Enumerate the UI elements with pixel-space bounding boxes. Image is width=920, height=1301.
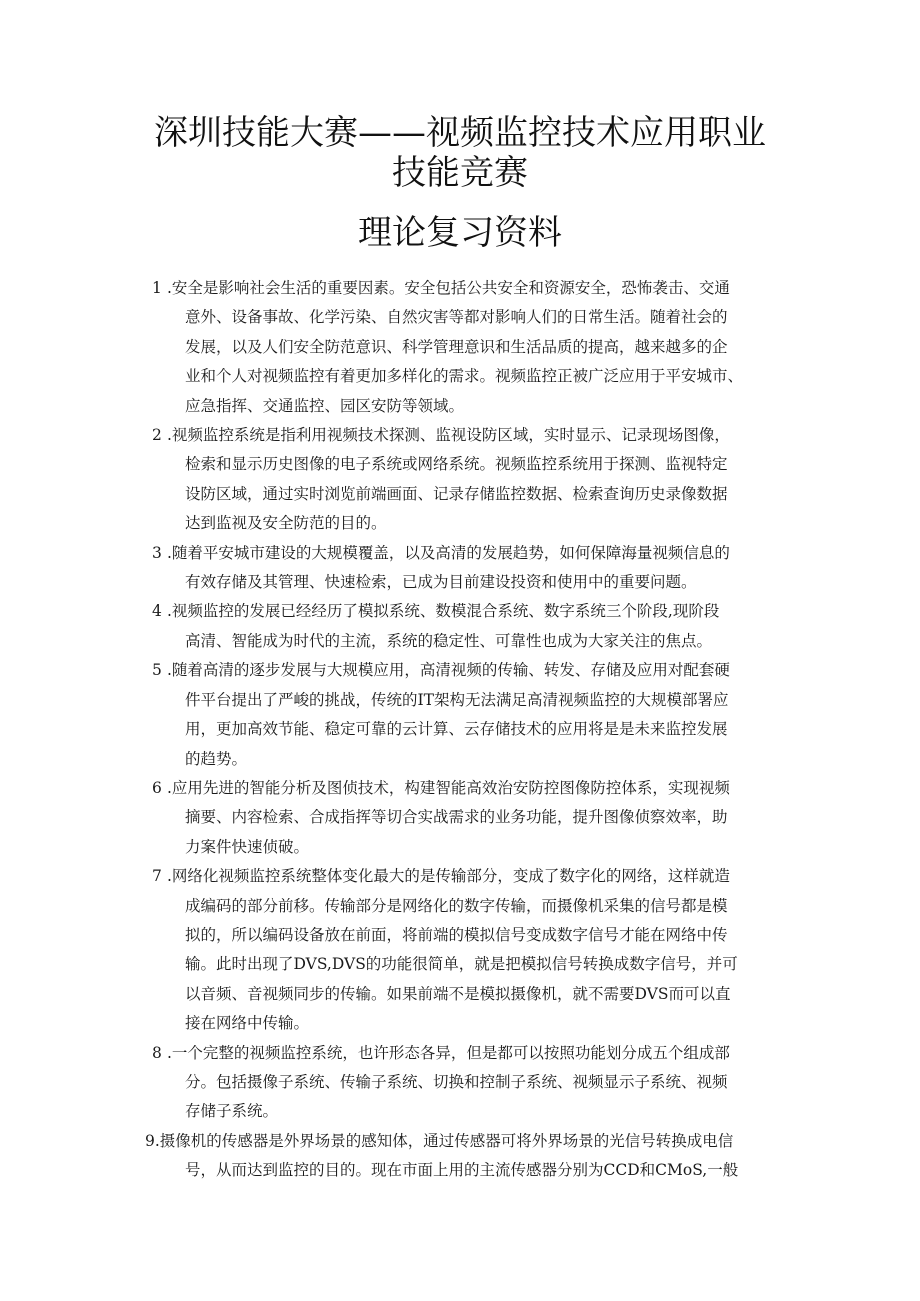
list-item: [0, 597, 920, 656]
item-line: 件平台提出了严峻的挑战，传统的IT架构无法满足高清视频监控的大规模部署应: [185, 690, 729, 709]
list-item: [0, 862, 920, 1038]
item-line: 达到监视及安全防范的目的。: [185, 514, 387, 533]
list-item: [0, 656, 920, 774]
item-line: .安全是影响社会生活的重要因素。安全包括公共安全和资源安全，恐怖袭击、交通: [167, 279, 730, 297]
item-line: 分。包括摄像子系统、传输子系统、切换和控制子系统、视频显示子系统、视频: [185, 1072, 728, 1091]
item-line: 意外、设备事故、化学污染、自然灾害等都对影响人们的日常生活。随着社会的: [185, 308, 728, 327]
item-line: 号，从而达到监控的目的。现在市面上用的主流传感器分别为CCD和CMoS,一般: [185, 1161, 739, 1180]
item-number: 8: [152, 1043, 162, 1062]
item-line: 业和个人对视频监控有着更加多样化的需求。视频监控正被广泛应用于平安城市、: [185, 367, 744, 386]
item-line: 成编码的部分前移。传输部分是网络化的数字传输，而摄像机采集的信号都是模: [185, 896, 728, 915]
list-item: [0, 774, 920, 862]
list-item: [0, 274, 920, 421]
item-number: 2: [152, 426, 162, 445]
document-subtitle: 理论复习资料: [358, 213, 562, 253]
item-line: 设防区域，通过实时浏览前端画面、记录存储监控数据、检索查询历史录像数据: [185, 484, 728, 503]
item-number: 6: [152, 778, 162, 797]
item-line: 摘要、内容检索、合成指挥等切合实战需求的业务功能，提升图像侦察效率，助: [185, 808, 728, 827]
item-line: .视频监控系统是指利用视频技术探测、监视设防区域，实时显示、记录现场图像，: [167, 426, 730, 445]
list-item: [0, 1039, 920, 1127]
item-number: 4: [152, 602, 162, 621]
item-number: 5: [152, 661, 162, 680]
item-line: 用，更加高效节能、稳定可靠的云计算、云存储技术的应用将是是未来监控发展: [185, 720, 728, 739]
item-line: 应急指挥、交通监控、园区安防等领域。: [185, 396, 465, 415]
item-line: .随着平安城市建设的大规模覆盖，以及高清的发展趋势，如何保障海量视频信息的: [167, 543, 730, 562]
item-line: 高清、智能成为时代的主流，系统的稳定性、可靠性也成为大家关注的焦点。: [185, 631, 713, 650]
item-line: 发展，以及人们安全防范意识、科学管理意识和生活品质的提高，越来越多的企: [185, 337, 728, 356]
item-line: 有效存储及其管理、快速检索，已成为目前建设投资和使用中的重要问题。: [185, 573, 697, 592]
item-line: 以音频、音视频同步的传输。如果前端不是模拟摄像机，就不需要DVS而可以直: [185, 984, 731, 1003]
item-line: 输。此时出现了DVS,DVS的功能很简单，就是把模拟信号转换成数字信号，并可: [185, 955, 738, 974]
item-line: .一个完整的视频监控系统，也许形态各异，但是都可以按照功能划分成五个组成部: [167, 1043, 730, 1062]
item-line: 力案件快速侦破。: [185, 837, 310, 856]
item-number: 7: [152, 867, 162, 886]
item-line: .视频监控的发展已经经历了模拟系统、数模混合系统、数字系统三个阶段,现阶段: [167, 602, 720, 621]
item-line: 检索和显示历史图像的电子系统或网络系统。视频监控系统用于探测、监视特定: [185, 455, 728, 474]
item-line: 9.摄像机的传感器是外界场景的感知体，通过传感器可将外界场景的光信号转换成电信: [145, 1131, 734, 1150]
review-items-list: [0, 274, 920, 1186]
item-line: 拟的，所以编码设备放在前面，将前端的模拟信号变成数字信号才能在网络中传: [185, 925, 728, 944]
item-line: .网络化视频监控系统整体变化最大的是传输部分，变成了数字化的网络，这样就造: [167, 867, 730, 886]
list-item: [0, 1127, 920, 1186]
document-title-line-1: 深圳技能大赛——视频监控技术应用职业: [154, 113, 766, 153]
item-line: .应用先进的智能分析及图侦技术，构建智能高效治安防控图像防控体系，实现视频: [167, 778, 730, 797]
list-item: [0, 539, 920, 598]
item-number: 3: [152, 543, 162, 562]
list-item: [0, 421, 920, 539]
item-number: 1: [152, 279, 162, 297]
document-title-line-2: 技能竞赛: [392, 153, 528, 193]
item-line: 的趋势。: [185, 749, 248, 768]
item-line: .随着高清的逐步发展与大规模应用，高清视频的传输、转发、存储及应用对配套硬: [167, 661, 730, 680]
item-line: 存储子系统。: [185, 1102, 279, 1121]
item-line: 接在网络中传输。: [185, 1014, 310, 1033]
